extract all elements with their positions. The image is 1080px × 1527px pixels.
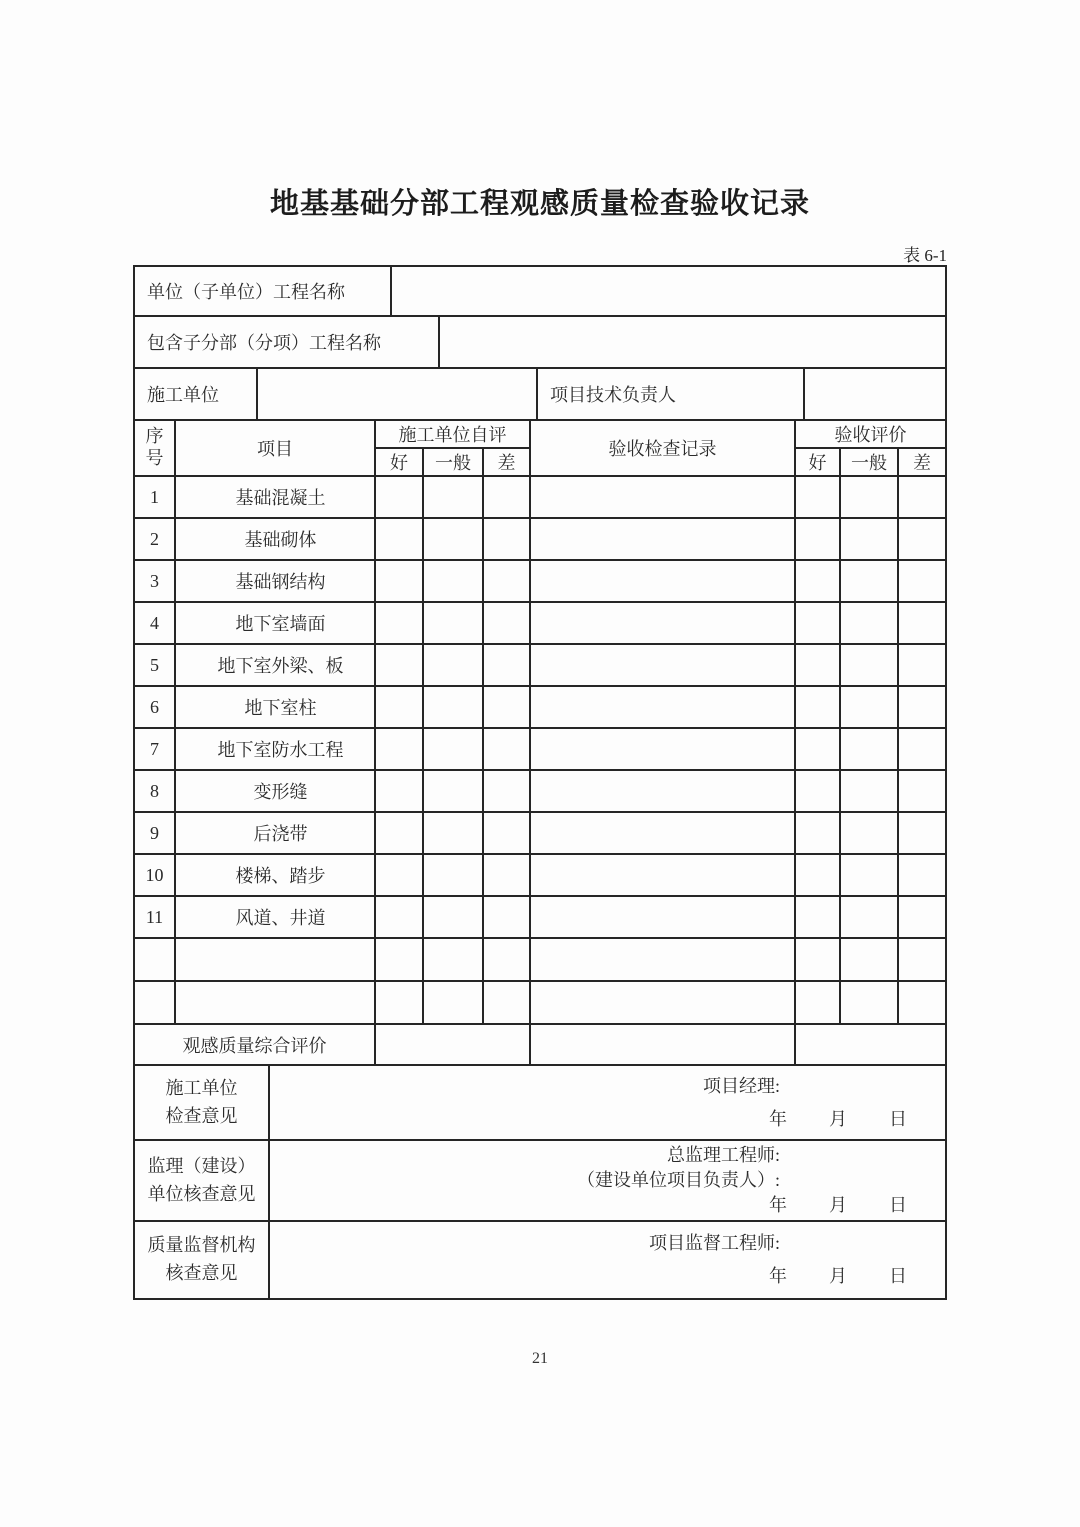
accept-eval-average-cell[interactable] bbox=[840, 644, 898, 686]
item-no[interactable] bbox=[135, 981, 175, 1024]
accept-eval-poor-cell[interactable] bbox=[898, 770, 945, 812]
self-eval-good-cell[interactable] bbox=[375, 686, 423, 728]
date-line: 年 月 日 bbox=[769, 1108, 907, 1129]
item-no: 3 bbox=[135, 560, 175, 602]
item-row-5 bbox=[135, 644, 945, 686]
item-name: 地下室外梁、板 bbox=[175, 644, 375, 686]
inspection-record-cell[interactable] bbox=[530, 812, 795, 854]
accept-eval-average-cell[interactable] bbox=[840, 728, 898, 770]
project-supervising-engineer-sign-line: 项目监督工程师: bbox=[648, 1233, 780, 1253]
constructor-opinion-section bbox=[135, 1066, 945, 1141]
accept-eval-poor-cell[interactable] bbox=[898, 938, 945, 981]
inspection-record-cell[interactable] bbox=[530, 728, 795, 770]
items-band bbox=[135, 421, 945, 1066]
self-eval-good-cell[interactable] bbox=[375, 770, 423, 812]
inspection-record-cell[interactable] bbox=[530, 644, 795, 686]
item-no[interactable] bbox=[135, 938, 175, 981]
self-eval-poor-cell[interactable] bbox=[483, 602, 530, 644]
self-eval-average-cell[interactable] bbox=[423, 938, 483, 981]
accept-eval-poor-cell[interactable] bbox=[898, 728, 945, 770]
item-no: 1 bbox=[135, 476, 175, 518]
item-name: 地下室防水工程 bbox=[175, 728, 375, 770]
self-eval-good-cell[interactable] bbox=[375, 518, 423, 560]
item-row-7 bbox=[135, 728, 945, 770]
item-no: 9 bbox=[135, 812, 175, 854]
accept-eval-average-cell[interactable] bbox=[840, 686, 898, 728]
item-no: 11 bbox=[135, 896, 175, 938]
page-title: 地基基础分部工程观感质量检查验收记录 bbox=[269, 188, 810, 220]
accept-eval-average-cell[interactable] bbox=[840, 476, 898, 518]
self-eval-poor-cell[interactable] bbox=[483, 560, 530, 602]
self-eval-good-cell[interactable] bbox=[375, 728, 423, 770]
self-eval-average-cell[interactable] bbox=[423, 770, 483, 812]
self-eval-poor-cell[interactable] bbox=[483, 644, 530, 686]
item-name: 基础砌体 bbox=[175, 518, 375, 560]
self-eval-poor-cell[interactable] bbox=[483, 476, 530, 518]
sub-project-label: 包含子分部（分项）工程名称 bbox=[147, 333, 381, 353]
constructor-row bbox=[135, 369, 945, 421]
accept-eval-good-cell[interactable] bbox=[795, 812, 840, 854]
self-eval-good-cell[interactable] bbox=[375, 812, 423, 854]
project-manager-sign-line: 项目经理: bbox=[702, 1075, 780, 1096]
quality-agency-opinion-label: 质量监督机构 核查意见 bbox=[147, 1235, 256, 1283]
col-header-self-poor: 差 bbox=[483, 448, 530, 476]
item-name: 地下室墙面 bbox=[175, 602, 375, 644]
self-eval-poor-cell[interactable] bbox=[483, 854, 530, 896]
summary-self-eval-cell[interactable] bbox=[375, 1024, 530, 1064]
item-name: 后浇带 bbox=[175, 812, 375, 854]
constructor-label: 施工单位 bbox=[147, 385, 219, 405]
col-header-item: 项目 bbox=[175, 421, 375, 476]
accept-eval-average-cell[interactable] bbox=[840, 938, 898, 981]
accept-eval-average-cell[interactable] bbox=[840, 770, 898, 812]
item-name: 地下室柱 bbox=[175, 686, 375, 728]
table-number-label: 表 6-1 bbox=[903, 246, 947, 265]
item-no: 5 bbox=[135, 644, 175, 686]
self-eval-average-cell[interactable] bbox=[423, 644, 483, 686]
item-row-blank-1 bbox=[135, 938, 945, 981]
item-no: 10 bbox=[135, 854, 175, 896]
self-eval-average-cell[interactable] bbox=[423, 812, 483, 854]
item-row-6 bbox=[135, 686, 945, 728]
accept-eval-poor-cell[interactable] bbox=[898, 981, 945, 1024]
item-no: 2 bbox=[135, 518, 175, 560]
item-row-3 bbox=[135, 560, 945, 602]
col-header-accept-poor: 差 bbox=[898, 448, 945, 476]
constructor-value-cell[interactable] bbox=[256, 369, 536, 419]
self-eval-poor-cell[interactable] bbox=[483, 812, 530, 854]
col-header-accept-eval: 验收评价 bbox=[795, 421, 945, 448]
date-line: 年 月 日 bbox=[769, 1266, 907, 1286]
self-eval-good-cell[interactable] bbox=[375, 854, 423, 896]
item-row-1 bbox=[135, 476, 945, 518]
self-eval-good-cell[interactable] bbox=[375, 896, 423, 938]
inspection-record-cell[interactable] bbox=[530, 560, 795, 602]
self-eval-average-cell[interactable] bbox=[423, 896, 483, 938]
accept-eval-poor-cell[interactable] bbox=[898, 812, 945, 854]
col-header-seq: 序 号 bbox=[135, 421, 175, 476]
item-row-blank-2 bbox=[135, 981, 945, 1024]
self-eval-average-cell[interactable] bbox=[423, 518, 483, 560]
self-eval-good-cell[interactable] bbox=[375, 981, 423, 1024]
self-eval-poor-cell[interactable] bbox=[483, 686, 530, 728]
tech-lead-value-cell[interactable] bbox=[803, 369, 945, 419]
accept-eval-good-cell[interactable] bbox=[795, 770, 840, 812]
item-name[interactable] bbox=[175, 981, 375, 1024]
accept-eval-average-cell[interactable] bbox=[840, 896, 898, 938]
item-row-2 bbox=[135, 518, 945, 560]
item-row-4 bbox=[135, 602, 945, 644]
constructor-opinion-area[interactable] bbox=[268, 1066, 945, 1139]
accept-eval-poor-cell[interactable] bbox=[898, 644, 945, 686]
accept-eval-average-cell[interactable] bbox=[840, 812, 898, 854]
inspection-record-cell[interactable] bbox=[530, 938, 795, 981]
summary-accept-eval-cell[interactable] bbox=[795, 1024, 945, 1064]
quality-agency-opinion-section bbox=[135, 1222, 945, 1298]
self-eval-poor-cell[interactable] bbox=[483, 896, 530, 938]
self-eval-good-cell[interactable] bbox=[375, 476, 423, 518]
accept-eval-poor-cell[interactable] bbox=[898, 854, 945, 896]
inspection-record-cell[interactable] bbox=[530, 686, 795, 728]
accept-eval-good-cell[interactable] bbox=[795, 476, 840, 518]
item-name: 基础钢结构 bbox=[175, 560, 375, 602]
form-sheet bbox=[133, 265, 947, 1300]
accept-eval-poor-cell[interactable] bbox=[898, 476, 945, 518]
self-eval-average-cell[interactable] bbox=[423, 602, 483, 644]
item-name: 基础混凝土 bbox=[175, 476, 375, 518]
self-eval-good-cell[interactable] bbox=[375, 602, 423, 644]
accept-eval-average-cell[interactable] bbox=[840, 981, 898, 1024]
sub-project-row bbox=[135, 317, 945, 369]
unit-project-row bbox=[135, 267, 945, 317]
accept-eval-good-cell[interactable] bbox=[795, 560, 840, 602]
unit-project-label: 单位（子单位）工程名称 bbox=[147, 282, 345, 302]
item-name[interactable] bbox=[175, 938, 375, 981]
summary-record-cell[interactable] bbox=[530, 1024, 795, 1064]
inspection-record-cell[interactable] bbox=[530, 981, 795, 1024]
chief-supervising-engineer-sign-line: 总监理工程师: bbox=[666, 1145, 780, 1165]
col-header-record: 验收检查记录 bbox=[530, 421, 795, 476]
self-eval-poor-cell[interactable] bbox=[483, 728, 530, 770]
constructor-opinion-label: 施工单位 检查意见 bbox=[165, 1077, 238, 1126]
item-no: 8 bbox=[135, 770, 175, 812]
accept-eval-good-cell[interactable] bbox=[795, 644, 840, 686]
date-line: 年 月 日 bbox=[769, 1195, 907, 1215]
accept-eval-poor-cell[interactable] bbox=[898, 896, 945, 938]
accept-eval-good-cell[interactable] bbox=[795, 938, 840, 981]
self-eval-good-cell[interactable] bbox=[375, 938, 423, 981]
supervisor-opinion-section bbox=[135, 1141, 945, 1222]
items-table bbox=[135, 421, 945, 1064]
accept-eval-good-cell[interactable] bbox=[795, 728, 840, 770]
inspection-record-cell[interactable] bbox=[530, 770, 795, 812]
quality-agency-opinion-area[interactable] bbox=[268, 1222, 945, 1298]
accept-eval-poor-cell[interactable] bbox=[898, 686, 945, 728]
inspection-record-cell[interactable] bbox=[530, 854, 795, 896]
self-eval-average-cell[interactable] bbox=[423, 854, 483, 896]
accept-eval-average-cell[interactable] bbox=[840, 854, 898, 896]
accept-eval-average-cell[interactable] bbox=[840, 560, 898, 602]
self-eval-poor-cell[interactable] bbox=[483, 518, 530, 560]
accept-eval-good-cell[interactable] bbox=[795, 686, 840, 728]
item-no: 6 bbox=[135, 686, 175, 728]
item-row-10 bbox=[135, 854, 945, 896]
self-eval-average-cell[interactable] bbox=[423, 728, 483, 770]
accept-eval-good-cell[interactable] bbox=[795, 602, 840, 644]
col-header-self-good: 好 bbox=[375, 448, 423, 476]
col-header-accept-good: 好 bbox=[795, 448, 840, 476]
sub-project-value-cell[interactable] bbox=[438, 317, 945, 367]
self-eval-average-cell[interactable] bbox=[423, 686, 483, 728]
self-eval-poor-cell[interactable] bbox=[483, 938, 530, 981]
accept-eval-poor-cell[interactable] bbox=[898, 602, 945, 644]
item-name: 风道、井道 bbox=[175, 896, 375, 938]
item-row-8 bbox=[135, 770, 945, 812]
self-eval-average-cell[interactable] bbox=[423, 476, 483, 518]
accept-eval-poor-cell[interactable] bbox=[898, 518, 945, 560]
supervisor-opinion-label: 监理（建设） 单位核查意见 bbox=[147, 1155, 256, 1204]
self-eval-poor-cell[interactable] bbox=[483, 981, 530, 1024]
accept-eval-good-cell[interactable] bbox=[795, 518, 840, 560]
self-eval-poor-cell[interactable] bbox=[483, 770, 530, 812]
item-row-11 bbox=[135, 896, 945, 938]
item-name: 楼梯、踏步 bbox=[175, 854, 375, 896]
summary-row bbox=[135, 1024, 945, 1064]
accept-eval-good-cell[interactable] bbox=[795, 981, 840, 1024]
owner-project-lead-sign-line: （建设单位项目负责人）: bbox=[577, 1170, 780, 1190]
item-no: 4 bbox=[135, 602, 175, 644]
col-header-self-average: 一般 bbox=[423, 448, 483, 476]
page-number: 21 bbox=[532, 1350, 548, 1367]
self-eval-good-cell[interactable] bbox=[375, 644, 423, 686]
accept-eval-poor-cell[interactable] bbox=[898, 560, 945, 602]
inspection-record-cell[interactable] bbox=[530, 518, 795, 560]
inspection-record-cell[interactable] bbox=[530, 476, 795, 518]
col-header-accept-average: 一般 bbox=[840, 448, 898, 476]
item-row-9 bbox=[135, 812, 945, 854]
item-no: 7 bbox=[135, 728, 175, 770]
inspection-record-cell[interactable] bbox=[530, 602, 795, 644]
inspection-record-cell[interactable] bbox=[530, 896, 795, 938]
item-name: 变形缝 bbox=[175, 770, 375, 812]
tech-lead-label: 项目技术负责人 bbox=[536, 369, 803, 419]
self-eval-average-cell[interactable] bbox=[423, 981, 483, 1024]
col-header-self-eval: 施工单位自评 bbox=[375, 421, 530, 448]
supervisor-opinion-area[interactable] bbox=[268, 1141, 945, 1220]
accept-eval-good-cell[interactable] bbox=[795, 896, 840, 938]
self-eval-good-cell[interactable] bbox=[375, 560, 423, 602]
accept-eval-good-cell[interactable] bbox=[795, 854, 840, 896]
accept-eval-average-cell[interactable] bbox=[840, 518, 898, 560]
self-eval-average-cell[interactable] bbox=[423, 560, 483, 602]
unit-project-value-cell[interactable] bbox=[390, 267, 945, 315]
accept-eval-average-cell[interactable] bbox=[840, 602, 898, 644]
summary-label: 观感质量综合评价 bbox=[135, 1024, 375, 1064]
